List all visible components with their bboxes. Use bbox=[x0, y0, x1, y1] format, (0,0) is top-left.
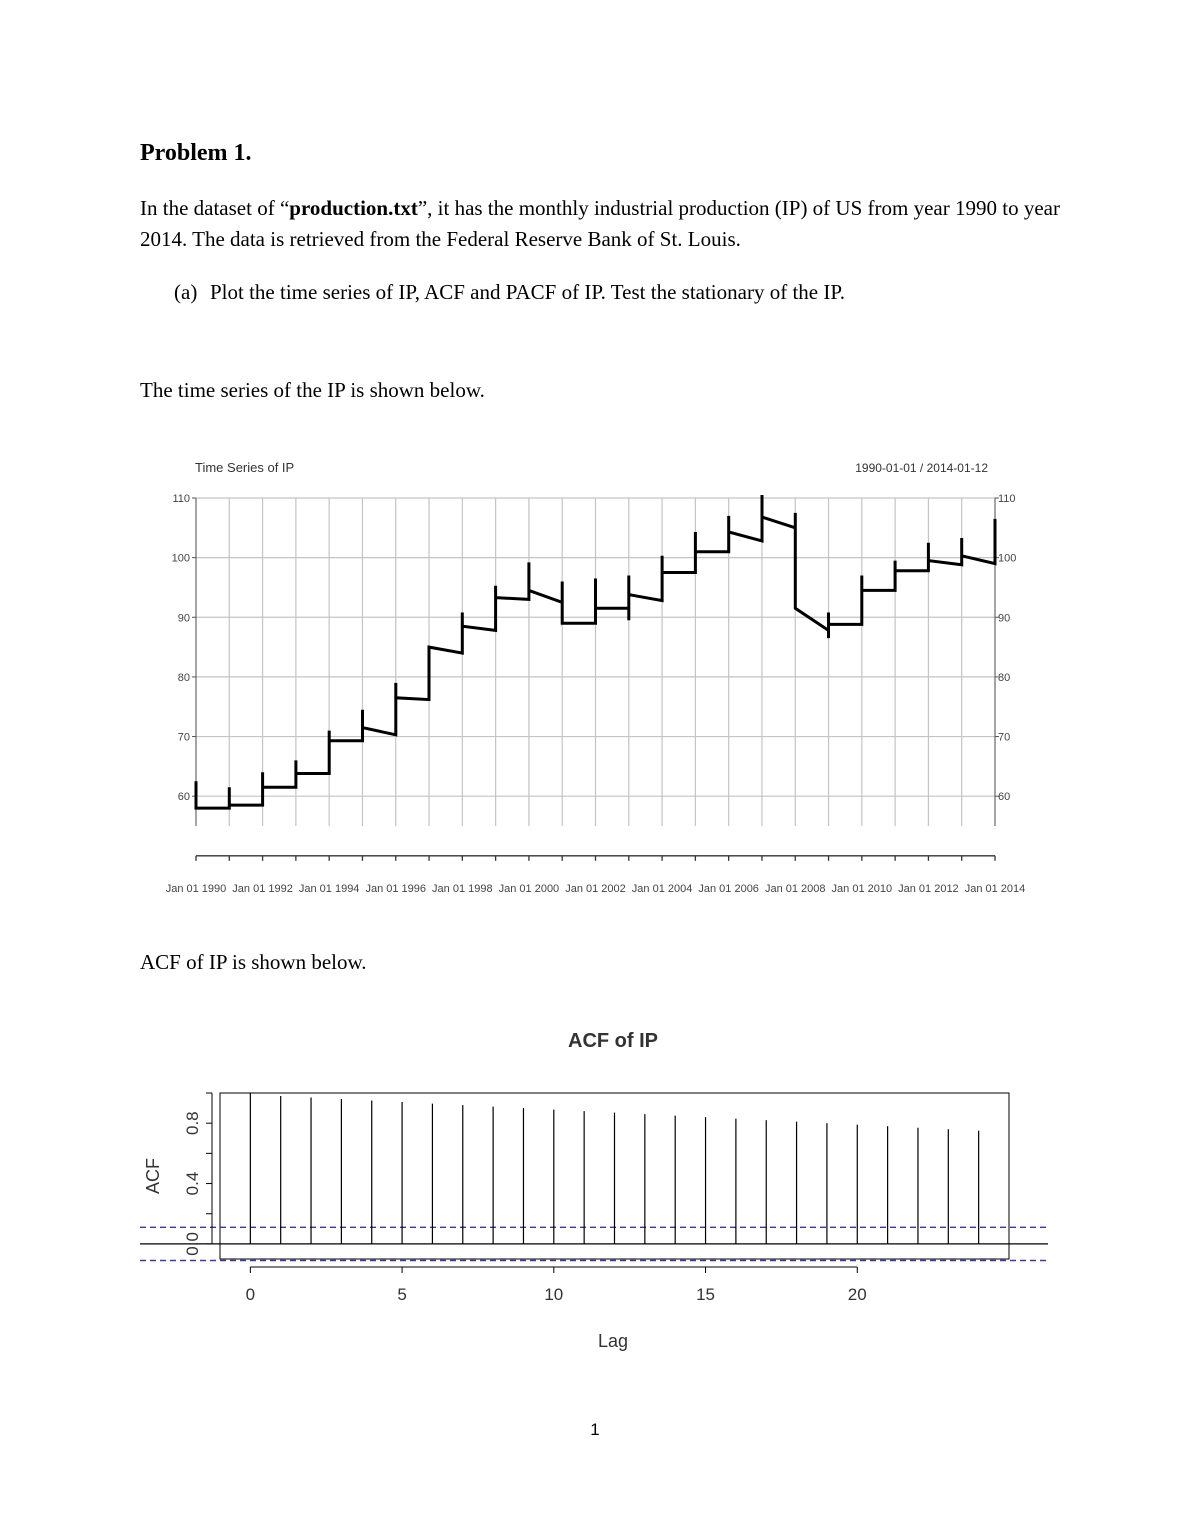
ts-ytick-label-right: 110 bbox=[998, 493, 1016, 505]
ts-date-range: 1990-01-01 / 2014-01-12 bbox=[855, 461, 988, 475]
ts-ytick-label: 60 bbox=[177, 791, 190, 804]
ts-xtick-label: Jan 01 1996 bbox=[365, 882, 427, 895]
ts-ytick-label-right: 80 bbox=[998, 671, 1011, 684]
ts-ytick-label: 100 bbox=[171, 552, 190, 565]
acf-xtick-label: 10 bbox=[544, 1285, 564, 1304]
acf-ytick-label: 0.0 bbox=[183, 1232, 202, 1256]
ts-xtick-label: Jan 01 2010 bbox=[831, 882, 893, 895]
ts-caption: The time series of the IP is shown below. bbox=[140, 378, 485, 402]
acf-ytick-label: 0.4 bbox=[183, 1171, 202, 1196]
page-number: 1 bbox=[590, 1420, 600, 1439]
ts-xtick-label: Jan 01 2008 bbox=[764, 882, 826, 895]
acf-xtick-label: 5 bbox=[397, 1285, 407, 1304]
acf-caption: ACF of IP is shown below. bbox=[140, 950, 367, 974]
ts-ytick-label-right: 100 bbox=[998, 552, 1017, 565]
question-a-label: (a) bbox=[174, 280, 198, 304]
ts-xtick-label: Jan 01 2012 bbox=[898, 882, 959, 895]
ts-xtick-label: Jan 01 2002 bbox=[565, 882, 626, 895]
ts-xtick-label: Jan 01 1992 bbox=[232, 882, 293, 895]
time-series-chart bbox=[140, 448, 1060, 895]
acf-ylabel: ACF bbox=[143, 1158, 163, 1194]
acf-xlabel: Lag bbox=[597, 1331, 629, 1351]
acf-xtick-label: 20 bbox=[847, 1285, 867, 1304]
ts-grid bbox=[196, 498, 995, 826]
ts-ytick-label: 110 bbox=[172, 493, 190, 505]
ts-ytick-label: 80 bbox=[177, 671, 190, 684]
ts-xtick-label: Jan 01 1990 bbox=[165, 882, 227, 895]
ts-xtick-label: Jan 01 2004 bbox=[631, 882, 693, 895]
acf-xtick-label: 15 bbox=[696, 1285, 715, 1304]
dataset-filename: production.txt bbox=[289, 196, 418, 220]
ts-xtick-label: Jan 01 1994 bbox=[298, 882, 360, 895]
ts-ytick-label: 90 bbox=[177, 612, 190, 625]
acf-xtick-label: 0 bbox=[245, 1285, 256, 1304]
acf-bars bbox=[140, 1093, 1048, 1261]
acf-chart bbox=[140, 1020, 1060, 1360]
ts-ytick-label-right: 70 bbox=[998, 731, 1011, 744]
ts-ytick-label: 70 bbox=[177, 731, 190, 744]
acf-title: ACF of IP bbox=[568, 1030, 658, 1052]
problem-heading: Problem 1. bbox=[140, 140, 252, 166]
acf-ytick-label: 0.8 bbox=[183, 1111, 202, 1136]
intro-paragraph: In the dataset of “production.txt”, it has the monthly industrial production (IP) of US from year 1990 to year 2014. The data is retrieved from the Federal Reserve Bank of St. Louis. bbox=[140, 196, 1060, 251]
ts-xtick-label: Jan 01 2000 bbox=[498, 882, 560, 895]
question-a-text: Plot the time series of IP, ACF and PACF of IP. Test the stationary of the IP. bbox=[210, 280, 845, 304]
ts-xtick-label: Jan 01 2014 bbox=[964, 882, 1026, 895]
question-a bbox=[174, 277, 845, 308]
ts-xtick-label: Jan 01 2006 bbox=[698, 882, 759, 895]
ts-title: Time Series of IP bbox=[195, 460, 295, 475]
ts-xtick-label: Jan 01 1998 bbox=[432, 882, 493, 895]
ts-ytick-label-right: 90 bbox=[998, 612, 1011, 625]
acf-axes bbox=[183, 1093, 867, 1304]
ts-ytick-label-right: 60 bbox=[998, 791, 1011, 804]
